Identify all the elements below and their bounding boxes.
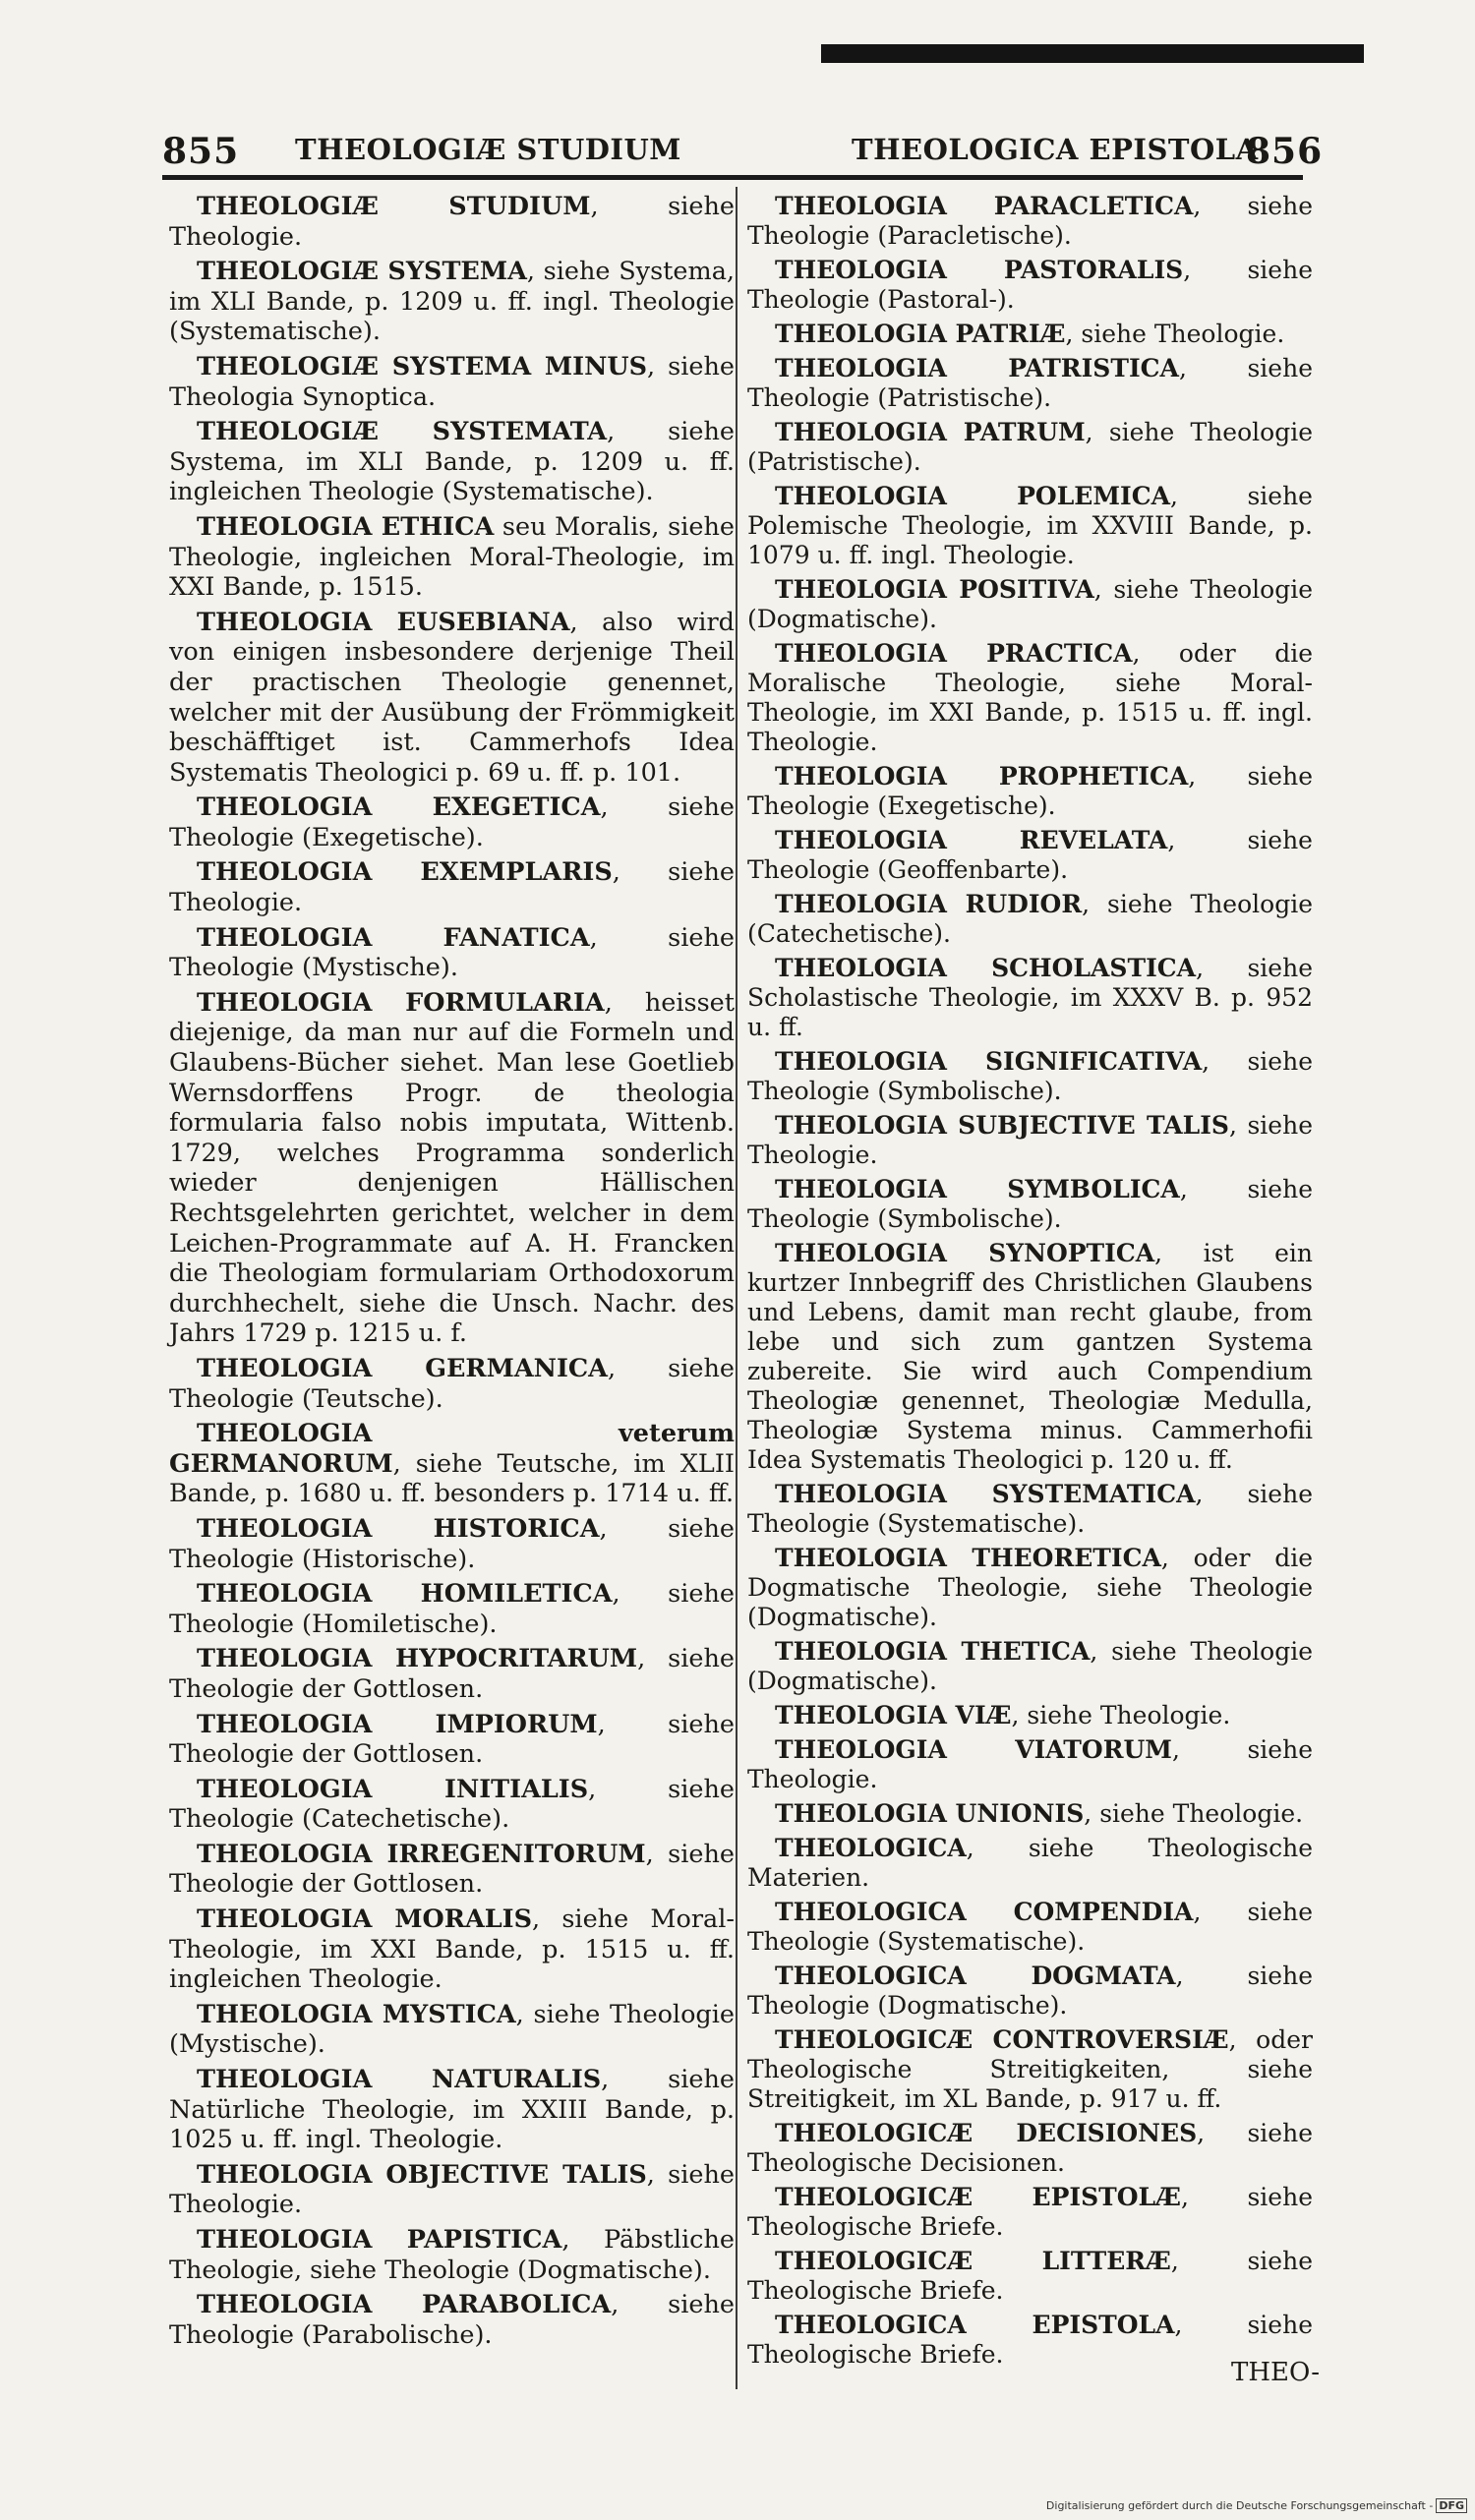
dictionary-entry xyxy=(747,192,1313,251)
dictionary-entry xyxy=(747,1175,1313,1234)
entry-headword: THEOLOGIÆ SYSTEMATA xyxy=(197,417,608,447)
running-title-left: THEOLOGIÆ STUDIUM xyxy=(295,133,681,166)
entry-headword: THEOLOGIA PAPISTICA xyxy=(197,2225,562,2255)
entry-headword: THEOLOGIA PATRISTICA xyxy=(775,354,1179,382)
entry-text: , siehe Systema, im XLI Bande, p. 1209 u. ff. ingleichen Theologie (Systematische). xyxy=(169,417,735,507)
catchword: THEO- xyxy=(1231,2358,1321,2387)
entry-headword: THEOLOGIA SIGNIFICATIVA xyxy=(775,1047,1203,1076)
entry-headword: THEOLOGIA veterum GERMANORUM xyxy=(169,1419,735,1479)
dictionary-entry xyxy=(169,1775,735,1835)
entry-headword: THEOLOGIA FORMULARIA xyxy=(197,987,605,1018)
dictionary-entry xyxy=(747,2119,1313,2178)
dictionary-entry xyxy=(747,1701,1313,1730)
dictionary-entry xyxy=(169,192,735,252)
entry-headword: THEOLOGIA POLEMICA xyxy=(775,482,1170,510)
dictionary-entry xyxy=(747,2025,1313,2114)
entry-text: , siehe Theologische Decisionen. xyxy=(747,2119,1313,2177)
entry-text: , siehe Theologie. xyxy=(169,857,735,918)
dictionary-entry xyxy=(169,512,735,603)
entry-headword: THEOLOGIA THETICA xyxy=(775,1637,1091,1666)
dictionary-entry xyxy=(747,256,1313,315)
entry-text: , siehe Theologie (Systematische). xyxy=(747,1480,1313,1538)
entry-headword: THEOLOGIA HOMILETICA xyxy=(197,1579,613,1610)
entry-headword: THEOLOGIA OBJECTIVE TALIS xyxy=(197,2159,647,2190)
entry-text: , siehe Theologie. xyxy=(1065,320,1285,348)
entry-headword: THEOLOGIA PROPHETICA xyxy=(775,762,1189,791)
running-title-right: THEOLOGICA EPISTOLA xyxy=(852,133,1259,166)
dictionary-entry xyxy=(169,988,735,1349)
entry-text: , siehe Theologie. xyxy=(747,1735,1313,1793)
dictionary-entry xyxy=(169,1354,735,1414)
dictionary-entry xyxy=(747,762,1313,821)
entry-headword: THEOLOGIA PATRIÆ xyxy=(775,320,1066,348)
dictionary-entry xyxy=(169,1905,735,1995)
entry-headword: THEOLOGICA xyxy=(775,1834,967,1862)
dictionary-entry xyxy=(747,890,1313,949)
entry-headword: THEOLOGIA SYSTEMATICA xyxy=(775,1480,1196,1508)
dictionary-entry xyxy=(169,417,735,507)
header-rule xyxy=(162,175,1303,180)
entry-text: , siehe Theologie (Symbolische). xyxy=(747,1175,1313,1233)
entry-headword: THEOLOGIA VIÆ xyxy=(775,1701,1012,1729)
entry-headword: THEOLOGIA INITIALIS xyxy=(197,1774,589,1804)
entry-headword: THEOLOGIA PRACTICA xyxy=(775,639,1133,668)
entry-text: , siehe Theologie (Symbolische). xyxy=(747,1047,1313,1105)
dictionary-entry xyxy=(747,826,1313,885)
entry-headword: THEOLOGIA HISTORICA xyxy=(197,1513,600,1544)
entry-headword: THEOLOGIÆ SYSTEMA xyxy=(197,257,527,287)
dictionary-entry xyxy=(747,1735,1313,1794)
dictionary-entry xyxy=(169,2290,735,2350)
entry-headword: THEOLOGIA THEORETICA xyxy=(775,1544,1161,1572)
entry-headword: THEOLOGIA HYPOCRITARUM xyxy=(197,1644,638,1674)
dictionary-entry xyxy=(747,2311,1313,2370)
dfg-logo: DFG xyxy=(1436,2498,1467,2513)
entry-text: , siehe Theologische Briefe. xyxy=(747,2183,1313,2241)
entry-headword: THEOLOGIÆ SYSTEMA MINUS xyxy=(197,351,648,381)
entry-headword: THEOLOGIA REVELATA xyxy=(775,826,1168,854)
dictionary-entry xyxy=(169,2000,735,2060)
entry-headword: THEOLOGIA PASTORALIS xyxy=(775,256,1184,284)
dictionary-entry xyxy=(747,639,1313,757)
dictionary-entry xyxy=(747,1799,1313,1829)
entry-text: , siehe Theologie der Gottlosen. xyxy=(169,1709,736,1770)
entry-headword: THEOLOGIA ETHICA xyxy=(197,511,495,542)
entry-headword: THEOLOGIA PATRUM xyxy=(775,418,1086,446)
entry-headword: THEOLOGIA PARABOLICA xyxy=(197,2290,612,2320)
entry-headword: THEOLOGIA PARACLETICA xyxy=(775,192,1194,220)
dictionary-entry xyxy=(169,1710,735,1770)
entry-headword: THEOLOGIA NATURALIS xyxy=(197,2065,602,2095)
dictionary-entry xyxy=(747,482,1313,570)
dictionary-entry xyxy=(169,2225,735,2285)
entry-headword: THEOLOGIA SCHOLASTICA xyxy=(775,954,1197,982)
dictionary-entry xyxy=(169,1644,735,1704)
left-column xyxy=(169,192,735,2355)
entry-text: , siehe Theologie (Catechetische). xyxy=(169,1774,736,1835)
entry-text: , siehe Theologie (Dogmatische). xyxy=(747,1962,1313,2020)
entry-headword: THEOLOGIA POSITIVA xyxy=(775,575,1094,604)
entry-text: , siehe Theologie (Historische). xyxy=(169,1513,735,1574)
entry-headword: THEOLOGIA MORALIS xyxy=(197,1905,533,1935)
page-number-right: 856 xyxy=(1246,131,1324,172)
entry-headword: THEOLOGIA VIATORUM xyxy=(775,1735,1172,1764)
entry-headword: THEOLOGIA SYNOPTICA xyxy=(775,1239,1155,1267)
entry-headword: THEOLOGICÆ DECISIONES xyxy=(775,2119,1198,2147)
entry-text: , siehe Theologie (Parabolische). xyxy=(169,2290,735,2350)
entry-text: , also wird von einigen insbesondere derjenige Theil der practischen Theologie genennet, welcher mit der Ausübung der Frömmigkeit beschäfftiget ist. Cammerhofs Idea Systematis Theologici p. 69 u. ff. p. 101. xyxy=(169,607,735,788)
dictionary-entry xyxy=(747,575,1313,634)
dictionary-entry xyxy=(747,1239,1313,1475)
entry-headword: THEOLOGICA COMPENDIA xyxy=(775,1898,1194,1926)
entry-text: , siehe Teutsche, im XLII Bande, p. 1680 u. ff. besonders p. 1714 u. ff. xyxy=(169,1448,735,1509)
right-column xyxy=(747,192,1313,2374)
dictionary-entry xyxy=(169,2065,735,2155)
entry-text: , siehe Theologie (Mystische). xyxy=(169,922,735,983)
entry-text: , siehe Theologie. xyxy=(747,1111,1313,1169)
entry-text: , siehe Theologie der Gottlosen. xyxy=(169,1644,735,1704)
entry-text: , siehe Theologie (Dogmatische). xyxy=(747,1637,1313,1695)
dictionary-entry xyxy=(747,1834,1313,1893)
entry-text: , siehe Theologische Materien. xyxy=(747,1834,1313,1892)
entry-text: , siehe Theologie der Gottlosen. xyxy=(169,1839,735,1900)
entry-text: , heisset diejenige, da man nur auf die Formeln und Glaubens-Bücher siehet. Man lese Goetlieb Wernsdorffens Progr. de theologia formularia falso nobis imputata, Wittenb. 1729, welches Programma sonderlich wieder denjenigen Hällischen Rechtsgelehrten gerichtet, welcher in dem Leichen-Programmate auf A. H. Francken die Theologiam formulariam Orthodoxorum durchhechelt, siehe die Unsch. Nachr. des Jahrs 1729 p. 1215 u. f. xyxy=(169,987,735,1349)
dictionary-entry xyxy=(747,320,1313,349)
dictionary-entry xyxy=(747,1480,1313,1539)
dictionary-entry xyxy=(747,1111,1313,1170)
entry-text: , oder Theologische Streitigkeiten, siehe Streitigkeit, im XL Bande, p. 917 u. ff. xyxy=(747,2025,1313,2113)
entry-text: , siehe Theologie (Teutsche). xyxy=(169,1353,735,1414)
entry-text: , siehe Theologie (Systematische). xyxy=(747,1898,1313,1956)
entry-headword: THEOLOGICA DOGMATA xyxy=(775,1962,1176,1990)
entry-text: , siehe Theologie. xyxy=(1084,1799,1304,1828)
entry-headword: THEOLOGICÆ CONTROVERSIÆ xyxy=(775,2025,1229,2054)
entry-headword: THEOLOGICÆ LITTERÆ xyxy=(775,2247,1171,2275)
dictionary-entry xyxy=(747,1047,1313,1106)
entry-headword: THEOLOGIA RUDIOR xyxy=(775,890,1083,918)
entry-text: , siehe Polemische Theologie, im XXVIII Bande, p. 1079 u. ff. ingl. Theologie. xyxy=(747,482,1313,569)
entry-text: , siehe Theologie (Dogmatische). xyxy=(747,575,1313,633)
entry-text: , siehe Theologie (Geoffenbarte). xyxy=(747,826,1313,884)
dictionary-entry xyxy=(169,792,735,852)
dictionary-entry xyxy=(747,2247,1313,2306)
entry-text: , siehe Theologia Synoptica. xyxy=(169,351,735,412)
dictionary-entry xyxy=(747,354,1313,413)
digitization-footer xyxy=(1046,2498,1467,2513)
entry-text: , siehe Theologie. xyxy=(1011,1701,1231,1729)
page-number-left: 855 xyxy=(162,131,240,172)
entry-text: , siehe Theologie (Paracletische). xyxy=(747,192,1313,250)
entry-headword: THEOLOGIA GERMANICA xyxy=(197,1353,608,1383)
entry-text: , siehe Theologie (Patristische). xyxy=(747,354,1313,412)
dictionary-entry xyxy=(169,1840,735,1900)
entry-headword: THEOLOGIA UNIONIS xyxy=(775,1799,1085,1828)
dictionary-entry xyxy=(747,1637,1313,1696)
dictionary-entry xyxy=(747,1898,1313,1957)
entry-headword: THEOLOGIA EUSEBIANA xyxy=(197,607,570,637)
dictionary-entry xyxy=(169,1419,735,1509)
dictionary-entry xyxy=(169,352,735,412)
column-divider xyxy=(736,187,738,2389)
dictionary-entry xyxy=(747,1544,1313,1632)
entry-text: seu Moralis, siehe Theologie, ingleichen Moral-Theologie, im XXI Bande, p. 1515. xyxy=(169,511,735,603)
entry-text: , siehe Theologie (Pastoral-). xyxy=(747,256,1313,314)
entry-text: , siehe Theologische Briefe. xyxy=(747,2247,1313,2305)
entry-headword: THEOLOGIA IRREGENITORUM xyxy=(197,1839,646,1869)
entry-headword: THEOLOGIA SYMBOLICA xyxy=(775,1175,1180,1203)
entry-text: , siehe Systema, im XLI Bande, p. 1209 u. ff. ingl. Theologie (Systematische). xyxy=(169,257,736,347)
entry-headword: THEOLOGICÆ EPISTOLÆ xyxy=(775,2183,1181,2211)
dictionary-entry xyxy=(747,418,1313,477)
entry-text: , siehe Theologie (Exegetische). xyxy=(169,792,735,852)
entry-text: , siehe Theologie. xyxy=(169,192,736,252)
dictionary-entry xyxy=(169,923,735,983)
entry-text: , siehe Theologie (Exegetische). xyxy=(747,762,1313,820)
entry-text: , siehe Theologie (Homiletische). xyxy=(169,1579,736,1639)
entry-text: , siehe Theologische Briefe. xyxy=(747,2311,1313,2369)
dictionary-entry xyxy=(169,1579,735,1639)
entry-headword: THEOLOGIA MYSTICA xyxy=(197,1999,516,2029)
entry-text: , oder die Moralische Theologie, siehe Moral-Theologie, im XXI Bande, p. 1515 u. ff. ingl. Theologie. xyxy=(747,639,1313,756)
entry-headword: THEOLOGIÆ STUDIUM xyxy=(197,192,591,221)
entry-text: , siehe Theologie (Patristische). xyxy=(747,418,1313,476)
entry-headword: THEOLOGIA FANATICA xyxy=(197,922,590,953)
entry-text: , ist ein kurtzer Innbegriff des Christlichen Glaubens und Lebens, damit man recht glaube, from lebe und sich zum gantzen Systema zubereite. Sie wird auch Compendium Theologiæ genennet, Theologiæ Medulla, Theologiæ Systema minus. Cammerhofii Idea Systematis Theologici p. 120 u. ff. xyxy=(747,1239,1313,1474)
entry-text: , Päbstliche Theologie, siehe Theologie (Dogmatische). xyxy=(169,2225,735,2285)
dictionary-entry xyxy=(169,1514,735,1574)
dictionary-entry xyxy=(169,608,735,789)
entry-headword: THEOLOGIA EXEGETICA xyxy=(197,792,601,823)
dictionary-entry xyxy=(747,1962,1313,2021)
entry-text: , siehe Theologie (Mystische). xyxy=(169,1999,735,2060)
entry-text: , oder die Dogmatische Theologie, siehe Theologie (Dogmatische). xyxy=(747,1544,1314,1631)
dictionary-entry xyxy=(169,257,735,347)
dictionary-entry xyxy=(169,2160,735,2220)
entry-text: , siehe Natürliche Theologie, im XXIII Bande, p. 1025 u. ff. ingl. Theologie. xyxy=(169,2065,736,2155)
dictionary-entry xyxy=(169,857,735,917)
entry-headword: THEOLOGIA SUBJECTIVE TALIS xyxy=(775,1111,1229,1140)
top-bar xyxy=(821,44,1364,63)
entry-headword: THEOLOGIA EXEMPLARIS xyxy=(197,857,613,888)
footer-text: Digitalisierung gefördert durch die Deutsche Forschungsgemeinschaft - xyxy=(1045,2499,1434,2512)
entry-text: , siehe Moral-Theologie, im XXI Bande, p. 1515 u. ff. ingleichen Theologie. xyxy=(169,1905,735,1995)
dictionary-entry xyxy=(747,2183,1313,2242)
entry-headword: THEOLOGIA IMPIORUM xyxy=(197,1709,598,1739)
entry-text: , siehe Theologie. xyxy=(169,2159,736,2220)
entry-text: , siehe Scholastische Theologie, im XXXV B. p. 952 u. ff. xyxy=(747,954,1313,1041)
entry-text: , siehe Theologie (Catechetische). xyxy=(747,890,1313,948)
dictionary-entry xyxy=(747,954,1313,1042)
entry-headword: THEOLOGICA EPISTOLA xyxy=(775,2311,1175,2339)
